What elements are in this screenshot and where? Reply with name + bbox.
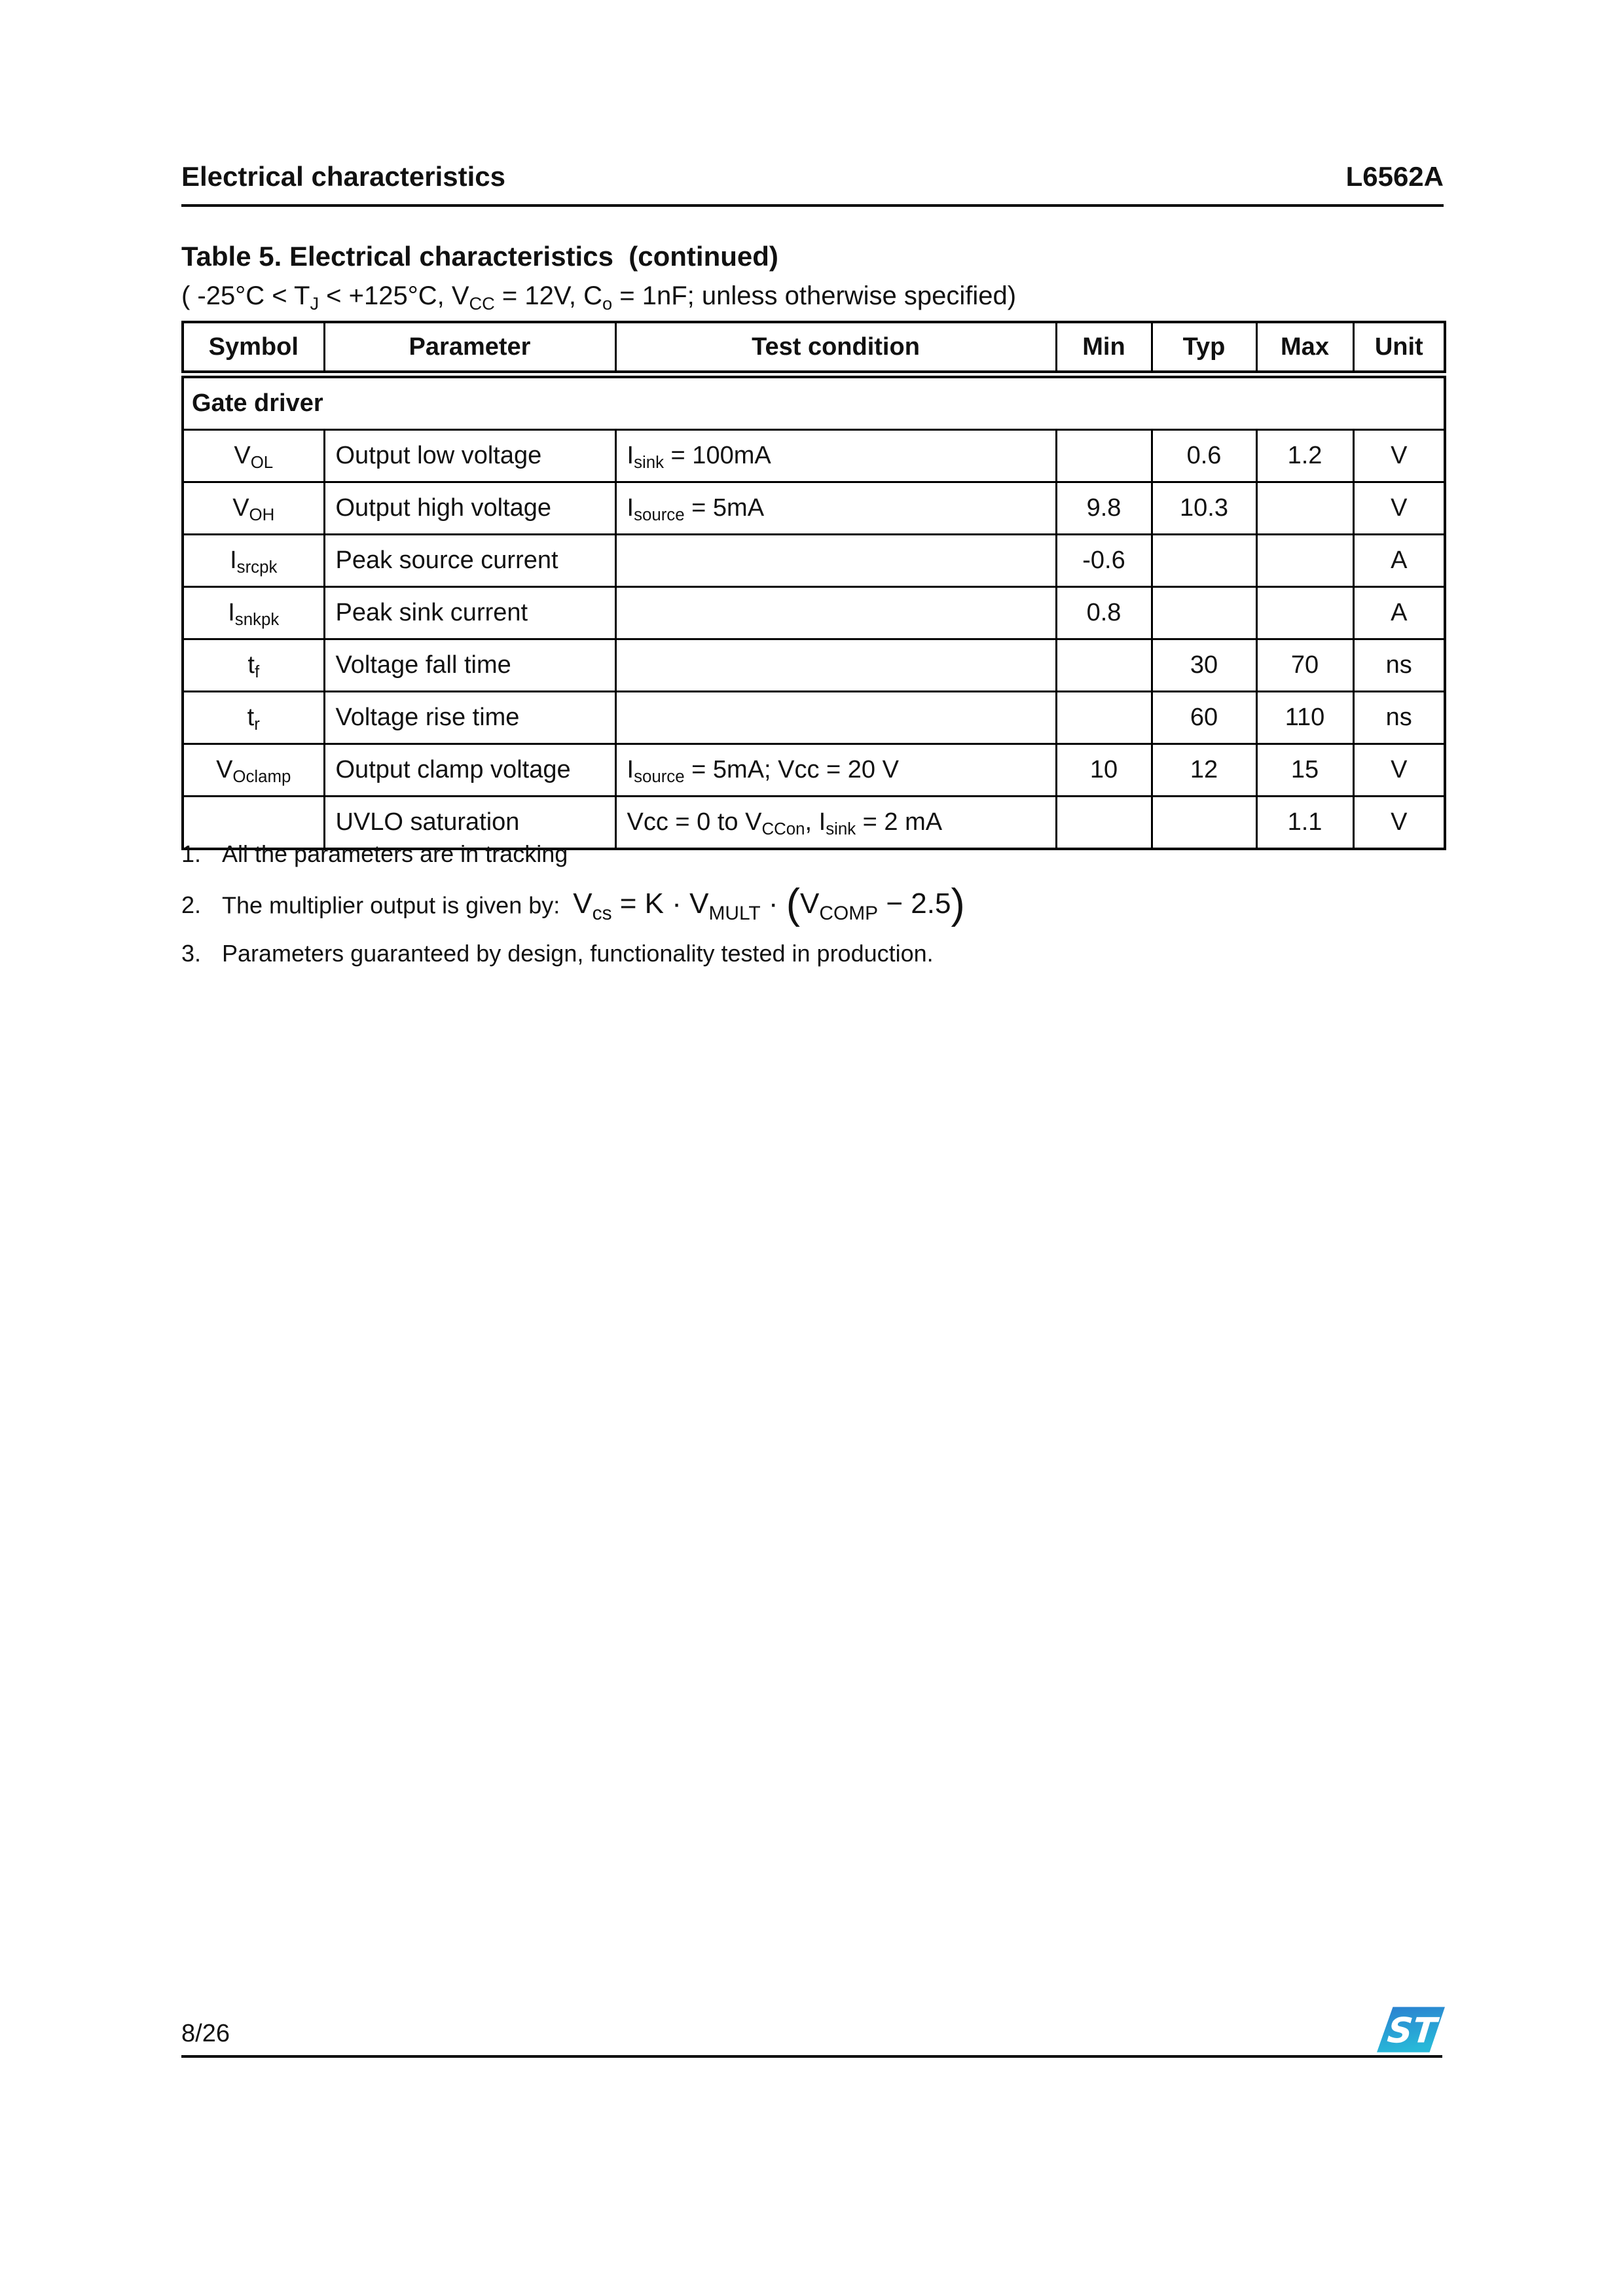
column-header-min: Min	[1056, 322, 1152, 374]
header-rule	[181, 204, 1444, 207]
running-header-section: Electrical characteristics	[181, 161, 505, 192]
section-row-gate-driver	[183, 374, 1445, 430]
cell-parameter: Output low voltage	[324, 430, 615, 482]
footnote	[181, 940, 1327, 967]
cell-parameter: Output high voltage	[324, 482, 615, 535]
footnote-text: The multiplier output is given by: $V_{cs} = K \cdot V_{MULT} \cdot (V_{COMP} - 2.5)$	[222, 880, 965, 927]
footnotes	[181, 840, 1327, 979]
st-logo	[1376, 2005, 1446, 2054]
cell-symbol: VOclamp	[183, 744, 324, 797]
running-header	[181, 161, 1444, 192]
table-row	[183, 744, 1445, 797]
cell-typ: 12	[1152, 744, 1256, 797]
column-header-typ: Typ	[1152, 322, 1256, 374]
cell-test-condition: Vcc = 0 to VCCon, Isink = 2 mA	[615, 797, 1056, 850]
cell-min	[1056, 639, 1152, 692]
table-row	[183, 587, 1445, 639]
cell-unit: V	[1353, 430, 1445, 482]
cell-max	[1256, 587, 1353, 639]
footnote-number: 1.	[181, 840, 202, 867]
cell-max	[1256, 535, 1353, 587]
footnote-text: Parameters guaranteed by design, functionality tested in production.	[222, 940, 934, 967]
cell-unit: V	[1353, 482, 1445, 535]
cell-typ: 30	[1152, 639, 1256, 692]
cell-unit: ns	[1353, 692, 1445, 744]
cell-min: 9.8	[1056, 482, 1152, 535]
cell-symbol: VOH	[183, 482, 324, 535]
table-row	[183, 430, 1445, 482]
cell-min: 0.8	[1056, 587, 1152, 639]
table-row	[183, 692, 1445, 744]
footnote-formula: $V_{cs} = K \cdot V_{MULT} \cdot (V_{COMP} - 2.5)$	[573, 880, 965, 927]
cell-parameter: UVLO saturation	[324, 797, 615, 850]
page-number: 8/26	[181, 2020, 230, 2047]
cell-symbol: tf	[183, 639, 324, 692]
cell-unit: V	[1353, 797, 1445, 850]
footnote-number: 2.	[181, 891, 202, 919]
cell-test-condition	[615, 639, 1056, 692]
cell-unit: A	[1353, 535, 1445, 587]
cell-typ: 10.3	[1152, 482, 1256, 535]
footnote-number: 3.	[181, 940, 202, 967]
electrical-characteristics-table	[181, 321, 1446, 850]
running-header-part-number: L6562A	[1345, 161, 1444, 192]
cell-parameter: Voltage rise time	[324, 692, 615, 744]
cell-test-condition: Isource = 5mA; Vcc = 20 V	[615, 744, 1056, 797]
cell-min	[1056, 692, 1152, 744]
cell-parameter: Peak source current	[324, 535, 615, 587]
cell-symbol: Isnkpk	[183, 587, 324, 639]
cell-max: 70	[1256, 639, 1353, 692]
footnote-text: All the parameters are in tracking	[222, 840, 568, 867]
cell-symbol: Isrcpk	[183, 535, 324, 587]
footnote	[181, 880, 1327, 928]
table-header-row	[183, 322, 1445, 374]
column-header-unit: Unit	[1353, 322, 1445, 374]
cell-parameter: Output clamp voltage	[324, 744, 615, 797]
cell-unit: ns	[1353, 639, 1445, 692]
table-title-block	[181, 241, 1444, 314]
cell-typ	[1152, 587, 1256, 639]
column-header-max: Max	[1256, 322, 1353, 374]
table-conditions: ( -25°C < TJ < +125°C, VCC = 12V, Co = 1nF; unless otherwise specified)	[181, 281, 1017, 314]
table-title: Table 5. Electrical characteristics (continued)	[181, 241, 778, 272]
cell-max: 110	[1256, 692, 1353, 744]
st-logo-letters: ST	[1385, 2010, 1439, 2051]
cell-typ: 0.6	[1152, 430, 1256, 482]
cell-test-condition	[615, 535, 1056, 587]
st-logo-graphic	[1376, 2005, 1446, 2054]
table-row	[183, 482, 1445, 535]
cell-min	[1056, 430, 1152, 482]
cell-parameter: Peak sink current	[324, 587, 615, 639]
cell-max: 15	[1256, 744, 1353, 797]
cell-test-condition: Isource = 5mA	[615, 482, 1056, 535]
table-row	[183, 639, 1445, 692]
cell-unit: A	[1353, 587, 1445, 639]
footer-rule	[181, 2055, 1442, 2058]
section-label: Gate driver	[183, 374, 1445, 430]
cell-typ	[1152, 535, 1256, 587]
cell-min: -0.6	[1056, 535, 1152, 587]
column-header-test-condition: Test condition	[615, 322, 1056, 374]
column-header-parameter: Parameter	[324, 322, 615, 374]
cell-test-condition: Isink = 100mA	[615, 430, 1056, 482]
cell-max: 1.1	[1256, 797, 1353, 850]
cell-symbol: VOL	[183, 430, 324, 482]
cell-typ: 60	[1152, 692, 1256, 744]
table-row	[183, 535, 1445, 587]
cell-min: 10	[1056, 744, 1152, 797]
cell-parameter: Voltage fall time	[324, 639, 615, 692]
cell-test-condition	[615, 692, 1056, 744]
cell-test-condition	[615, 587, 1056, 639]
footnote	[181, 840, 1327, 868]
column-header-symbol: Symbol	[183, 322, 324, 374]
cell-max	[1256, 482, 1353, 535]
cell-max: 1.2	[1256, 430, 1353, 482]
cell-unit: V	[1353, 744, 1445, 797]
cell-symbol: tr	[183, 692, 324, 744]
